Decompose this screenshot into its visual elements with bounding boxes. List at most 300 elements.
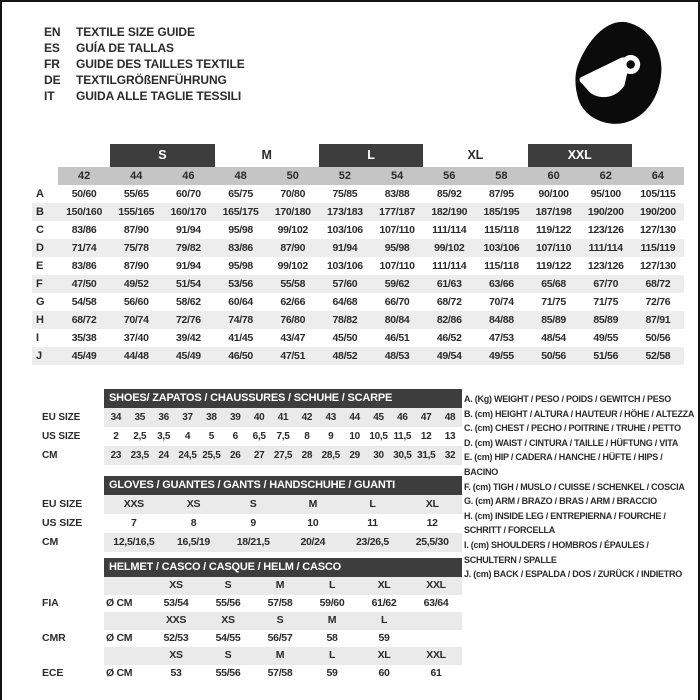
helmet-value: 61/62 <box>358 595 410 613</box>
measure-value: 119/122 <box>535 224 572 236</box>
helmet-header: HELMET / CASCO / CASQUE / HELM / CASCO <box>104 558 462 577</box>
measure-value: 49/55 <box>489 350 514 362</box>
eu-size-number: 62 <box>580 167 632 185</box>
helmet-value-row <box>42 665 462 683</box>
helmet-value: 59 <box>306 665 358 683</box>
measure-value: 72/76 <box>176 314 201 326</box>
measure-value: 61/63 <box>436 278 462 290</box>
helmet-size-label: S <box>202 577 254 595</box>
measure-value: 41/45 <box>228 332 253 344</box>
measure-value: 68/72 <box>645 278 671 290</box>
eu-size-number: 46 <box>162 167 214 185</box>
gloves-value: 23/26,5 <box>343 533 403 552</box>
helmet-size-row <box>42 577 462 595</box>
shoes-value: 48 <box>438 408 462 427</box>
gloves-value: 9 <box>250 517 256 529</box>
measure-value: 185/195 <box>483 206 520 218</box>
measure-value: 103/106 <box>483 242 520 254</box>
gloves-value: S <box>223 495 283 514</box>
row-label: EU SIZE <box>42 408 104 427</box>
shoes-value: 26 <box>223 446 247 465</box>
eu-size-number: 56 <box>423 167 475 185</box>
measure-value: 70/74 <box>489 296 514 308</box>
measure-value: 155/165 <box>118 206 155 218</box>
measure-value: 65/68 <box>541 278 566 290</box>
diameter-unit: Ø CM <box>104 595 150 613</box>
spacer-cell <box>104 647 150 665</box>
measure-value: 70/74 <box>123 314 149 326</box>
row-label: US SIZE <box>42 514 104 533</box>
measure-value: 37/40 <box>123 332 149 344</box>
measure-value: 68/72 <box>71 314 97 326</box>
measure-value: 71/75 <box>593 296 619 308</box>
measure-value: 72/76 <box>645 296 671 308</box>
measure-value: 59/62 <box>384 278 410 290</box>
helmet-size-label: L <box>358 612 410 630</box>
helmet-size-label: XXS <box>150 612 202 630</box>
helmet-size-label: L <box>306 647 358 665</box>
measure-row-label: J <box>36 350 42 362</box>
measure-value: 48/53 <box>384 350 410 362</box>
measure-value: 82/86 <box>436 314 462 326</box>
measure-value: 52/58 <box>645 350 671 362</box>
gloves-table <box>42 476 462 552</box>
measure-value: 45/50 <box>332 332 358 344</box>
helmet-value: 55/56 <box>202 665 254 683</box>
measure-value: 84/88 <box>489 314 514 326</box>
legend-item: G. (cm) ARM / BRAZO / BRAS / ARM / BRACCIO <box>464 496 657 507</box>
gloves-value: 11 <box>367 517 378 529</box>
measure-row-label: I <box>36 332 39 344</box>
shoes-value: 24 <box>152 446 176 465</box>
measure-value: 53/56 <box>228 278 253 290</box>
shoes-value: 32 <box>438 446 462 465</box>
shoes-value: 30 <box>367 446 391 465</box>
legend-item: J. (cm) BACK / ESPALDA / DOS / ZURÜCK / INDIETRO <box>464 569 683 580</box>
measure-value: 87/95 <box>489 188 514 200</box>
measure-value: 111/114 <box>432 224 467 236</box>
measure-value: 87/91 <box>645 314 671 326</box>
helmet-value: 53/54 <box>150 595 202 613</box>
size-group-label-xl: XL <box>467 148 484 162</box>
legend-item: C. (cm) CHEST / PECHO / POITRINE / TRUHE / PETTO <box>464 423 681 434</box>
shoes-value: 3,5 <box>157 431 171 442</box>
language-title: GUIDE DES TAILLES TEXTILE <box>76 57 245 71</box>
shoes-value: 11,5 <box>393 431 412 442</box>
measure-value: 71/75 <box>541 296 566 308</box>
language-title: GUIDA ALLE TAGLIE TESSILI <box>76 89 242 103</box>
measure-value: 45/49 <box>71 350 97 362</box>
language-row <box>44 72 245 88</box>
helmet-value: 58 <box>306 630 358 648</box>
measure-value: 78/82 <box>332 314 358 326</box>
measure-value: 83/86 <box>71 224 97 236</box>
shoes-value: 29 <box>343 446 367 465</box>
measure-value: 50/60 <box>71 188 97 200</box>
shoes-value: 28 <box>295 446 319 465</box>
measure-value: 105/115 <box>640 188 676 200</box>
shoes-value: 35 <box>128 408 152 427</box>
measure-value: 115/118 <box>484 224 519 236</box>
measure-value: 95/98 <box>228 260 253 272</box>
shoes-rows <box>42 408 462 465</box>
gloves-value: 10 <box>307 517 319 529</box>
measure-value: 80/84 <box>384 314 410 326</box>
shoes-value: 36 <box>152 408 176 427</box>
shoes-row <box>42 446 462 465</box>
helmet-value: 59 <box>358 630 410 648</box>
helmet-value: 56/57 <box>254 630 306 648</box>
measure-value: 127/130 <box>639 224 676 236</box>
shoes-value: 46 <box>390 408 414 427</box>
measure-value: 190/200 <box>639 206 676 218</box>
shoes-header: SHOES/ ZAPATOS / CHAUSSURES / SCHUHE / SCARPE <box>104 389 462 408</box>
measure-row-label: D <box>36 242 44 254</box>
measure-value: 119/122 <box>535 260 572 272</box>
measure-value: 49/54 <box>436 350 462 362</box>
shoes-value: 24,5 <box>176 446 200 465</box>
measure-value: 47/50 <box>71 278 97 290</box>
helmet-rows <box>42 577 462 682</box>
shoes-value: 27,5 <box>271 446 295 465</box>
shoes-value: 31,5 <box>414 446 438 465</box>
measure-value: 87/90 <box>280 242 306 254</box>
measure-value: 115/119 <box>640 242 676 254</box>
eu-size-number-row <box>32 167 684 185</box>
measure-value: 66/70 <box>384 296 410 308</box>
eu-size-number: 60 <box>528 167 580 185</box>
standard-label: ECE <box>42 665 104 683</box>
legend-item: I. (cm) SHOULDERS / HOMBROS / ÉPAULES / SCHULTERN / SPALLE <box>464 539 649 565</box>
measure-value: 83/86 <box>71 260 97 272</box>
measure-value: 103/106 <box>326 224 363 236</box>
helmet-value-row <box>42 595 462 613</box>
measure-value: 56/60 <box>123 296 149 308</box>
shoes-value: 12 <box>420 431 432 442</box>
helmet-size-label: XXL <box>410 647 462 665</box>
standard-label: FIA <box>42 595 104 613</box>
shoes-row <box>42 408 462 427</box>
row-label: US SIZE <box>42 427 104 446</box>
eu-size-number: 52 <box>319 167 371 185</box>
spacer-cell <box>104 612 150 630</box>
size-group-label-l: L <box>319 144 423 167</box>
measure-row-label: H <box>36 314 44 326</box>
language-code: ES <box>44 41 60 55</box>
measure-value: 99/102 <box>434 242 465 254</box>
eu-size-number: 64 <box>632 167 684 185</box>
measure-value: 115/118 <box>484 260 519 272</box>
measure-value: 177/187 <box>379 206 415 218</box>
language-code: DE <box>44 73 61 87</box>
measure-value: 83/86 <box>228 242 253 254</box>
measure-value: 170/180 <box>274 206 311 218</box>
shoes-value: 2 <box>113 431 119 442</box>
measure-row-label: B <box>36 206 44 218</box>
gloves-header: GLOVES / GUANTES / GANTS / HANDSCHUHE / GUANTI <box>104 476 462 495</box>
diameter-unit: Ø CM <box>104 665 150 683</box>
helmet-size-label: L <box>306 577 358 595</box>
size-group-header <box>32 144 684 167</box>
shoes-value: 40 <box>247 408 271 427</box>
row-label: EU SIZE <box>42 495 104 514</box>
helmet-size-row <box>42 612 462 630</box>
helmet-size-row <box>42 647 462 665</box>
gloves-value: L <box>343 495 403 514</box>
measure-value: 91/94 <box>176 260 201 272</box>
helmet-value: 54/55 <box>202 630 254 648</box>
shoes-value: 44 <box>343 408 367 427</box>
shoes-row <box>42 427 462 446</box>
legend-item: F. (cm) TIGH / MUSLO / CUISSE / SCHENKEL / COSCIA <box>464 481 685 492</box>
size-group-label-xxl: XXL <box>528 144 632 167</box>
measure-value: 85/92 <box>436 188 462 200</box>
helmet-value: 59/60 <box>306 595 358 613</box>
measure-value: 90/100 <box>538 188 569 200</box>
measure-value: 182/190 <box>431 206 468 218</box>
language-list <box>44 24 245 104</box>
measure-value: 87/90 <box>123 260 149 272</box>
measure-value: 91/94 <box>176 224 201 236</box>
legend-item: D. (cm) WAIST / CINTURA / TAILLE / HÜFTUNG / VITA <box>464 437 679 448</box>
legend-item: A. (Kg) WEIGHT / PESO / POIDS / GEWITCH / PESO <box>464 394 672 404</box>
measure-value: 85/89 <box>541 314 566 326</box>
gloves-value: 20/24 <box>283 533 343 552</box>
measure-row <box>32 275 684 293</box>
language-row <box>44 40 245 56</box>
helmet-size-label <box>410 612 462 630</box>
measure-value: 55/65 <box>123 188 149 200</box>
helmet-size-label: S <box>202 647 254 665</box>
measure-value: 103/106 <box>326 260 363 272</box>
shoes-value: 9 <box>328 431 334 442</box>
measure-value: 111/114 <box>588 242 623 254</box>
measure-value: 39/42 <box>176 332 201 344</box>
shoes-value: 34 <box>104 408 128 427</box>
helmet-size-label: XS <box>150 577 202 595</box>
measure-value: 95/100 <box>590 188 621 200</box>
shoes-value: 37 <box>176 408 200 427</box>
corner-cell <box>32 167 58 185</box>
measure-row <box>32 257 684 275</box>
measure-row <box>32 293 684 311</box>
language-row <box>44 56 245 72</box>
measure-value: 46/52 <box>436 332 462 344</box>
measure-value: 99/102 <box>277 260 308 272</box>
measure-value: 46/51 <box>384 332 410 344</box>
helmet-size-label: M <box>306 612 358 630</box>
gloves-rows <box>42 495 462 552</box>
helmet-size-label: XS <box>150 647 202 665</box>
measure-value: 35/38 <box>71 332 97 344</box>
gloves-value: 7 <box>131 517 137 529</box>
shoes-value: 4 <box>184 431 191 442</box>
gloves-row <box>42 514 462 533</box>
language-row <box>44 24 245 40</box>
gloves-value: XS <box>164 495 224 514</box>
gloves-value: XL <box>402 495 462 514</box>
measure-value: 45/49 <box>176 350 201 362</box>
shoes-value: 10 <box>349 431 360 442</box>
language-title: TEXTILE SIZE GUIDE <box>76 25 195 39</box>
apparel-rows <box>32 185 684 365</box>
measure-row-label: A <box>36 188 44 200</box>
helmet-value-row <box>42 630 462 648</box>
shoes-value: 27 <box>247 446 271 465</box>
language-code: FR <box>44 57 60 71</box>
shoes-value: 6,5 <box>252 431 266 442</box>
shoes-value: 39 <box>223 408 247 427</box>
measure-value: 74/78 <box>228 314 253 326</box>
shoes-value: 28,5 <box>319 446 343 465</box>
shoes-value: 2,5 <box>133 431 147 442</box>
measure-value: 54/58 <box>71 296 97 308</box>
measure-value: 190/200 <box>587 206 624 218</box>
shoes-value: 47 <box>414 408 438 427</box>
helmet-value: 63/64 <box>410 595 462 613</box>
shoes-value: 5 <box>208 431 215 442</box>
measure-row <box>32 311 684 329</box>
measure-value: 123/126 <box>587 224 624 236</box>
shoes-value: 13 <box>444 431 456 442</box>
measure-value: 60/70 <box>176 188 201 200</box>
spacer-cell <box>42 612 104 630</box>
measure-value: 160/170 <box>170 206 207 218</box>
spacer-cell <box>42 577 104 595</box>
shoes-value: 43 <box>319 408 343 427</box>
shoes-value: 6 <box>232 431 238 442</box>
measure-value: 49/55 <box>593 332 619 344</box>
measure-value: 64/68 <box>332 296 358 308</box>
measure-row-label: E <box>36 260 44 272</box>
shoes-value: 41 <box>271 408 295 427</box>
gloves-row <box>42 495 462 514</box>
helmet-value: 57/58 <box>254 595 306 613</box>
eu-size-number: 50 <box>267 167 319 185</box>
row-label: CM <box>42 446 104 465</box>
helmet-size-label: M <box>254 577 306 595</box>
eu-size-number: 48 <box>215 167 267 185</box>
measure-row <box>32 239 684 257</box>
measure-value: 83/88 <box>384 188 410 200</box>
standard-label: CMR <box>42 630 104 648</box>
measure-value: 95/98 <box>228 224 253 236</box>
helmet-size-label: XS <box>202 612 254 630</box>
language-title: TEXTILGRÖßENFÜHRUNG <box>76 73 227 87</box>
helmet-value: 55/56 <box>202 595 254 613</box>
measure-value: 48/54 <box>541 332 566 344</box>
helmet-value: 60 <box>358 665 410 683</box>
shoes-value: 30,5 <box>390 446 414 465</box>
measure-value: 165/175 <box>222 206 259 218</box>
measure-value: 47/53 <box>489 332 514 344</box>
gloves-value: XXS <box>104 495 164 514</box>
size-group-label-s: S <box>110 144 214 167</box>
measure-value: 58/62 <box>176 296 201 308</box>
measurement-legend <box>464 392 698 582</box>
gloves-value: 25,5/30 <box>402 533 462 552</box>
measure-row <box>32 203 684 221</box>
apparel-size-table <box>32 144 684 365</box>
helmet-icon <box>568 18 668 128</box>
measure-value: 55/58 <box>280 278 306 290</box>
measure-value: 107/110 <box>379 224 415 236</box>
helmet-table <box>42 558 462 682</box>
legend-item: H. (cm) INSIDE LEG / ENTREPIERNA / FOURCHE / SCHRITT / FORCELLA <box>464 510 666 536</box>
shoes-value: 8 <box>304 431 310 442</box>
measure-value: 57/60 <box>332 278 358 290</box>
measure-value: 60/64 <box>228 296 253 308</box>
legend-item: B. (cm) HEIGHT / ALTURA / HAUTEUR / HÖHE / ALTEZZA <box>464 408 695 419</box>
measure-value: 79/82 <box>176 242 201 254</box>
measure-value: 75/85 <box>332 188 358 200</box>
measure-value: 50/56 <box>541 350 566 362</box>
gloves-value: M <box>283 495 343 514</box>
measure-value: 95/98 <box>384 242 410 254</box>
eu-size-number: 42 <box>58 167 110 185</box>
helmet-value: 52/53 <box>150 630 202 648</box>
measure-value: 63/66 <box>489 278 514 290</box>
measure-row-label: G <box>36 296 45 308</box>
measure-value: 68/72 <box>436 296 462 308</box>
size-group-label-m: M <box>261 148 272 162</box>
measure-row <box>32 185 684 203</box>
measure-value: 187/198 <box>535 206 572 218</box>
measure-value: 150/160 <box>66 206 102 218</box>
helmet-size-label: M <box>254 647 306 665</box>
gloves-value: 18/21,5 <box>223 533 283 552</box>
measure-value: 173/183 <box>326 206 363 218</box>
measure-value: 71/74 <box>71 242 97 254</box>
helmet-icon-svg <box>568 18 668 128</box>
measure-value: 50/56 <box>645 332 671 344</box>
measure-value: 48/52 <box>332 350 358 362</box>
language-code: IT <box>44 89 55 103</box>
shoes-value: 10,5 <box>369 431 388 442</box>
shoes-value: 45 <box>367 408 391 427</box>
gloves-value: 16,5/19 <box>164 533 224 552</box>
helmet-size-label: XL <box>358 647 410 665</box>
measure-row <box>32 329 684 347</box>
legend-item: E. (cm) HIP / CADERA / HANCHE / HÜFTE / HIPS / BACINO <box>464 452 663 477</box>
measure-row-label: C <box>36 224 44 236</box>
shoes-value: 38 <box>199 408 223 427</box>
gloves-value: 12 <box>426 517 438 529</box>
shoes-value: 7,5 <box>276 431 290 442</box>
row-label: CM <box>42 533 104 552</box>
measure-value: 111/114 <box>432 260 467 272</box>
measure-value: 47/51 <box>280 350 306 362</box>
eu-size-number: 44 <box>110 167 162 185</box>
measure-value: 91/94 <box>332 242 358 254</box>
measure-value: 123/126 <box>587 260 624 272</box>
measure-value: 107/110 <box>379 260 415 272</box>
measure-value: 51/56 <box>593 350 619 362</box>
shoes-value: 42 <box>295 408 319 427</box>
helmet-value: 53 <box>150 665 202 683</box>
measure-value: 75/78 <box>123 242 149 254</box>
shoes-value: 23,5 <box>128 446 152 465</box>
spacer-cell <box>42 647 104 665</box>
eu-size-number: 58 <box>475 167 527 185</box>
measure-value: 43/47 <box>280 332 306 344</box>
eu-size-number: 54 <box>371 167 423 185</box>
gloves-value: 12,5/16,5 <box>104 533 164 552</box>
language-row <box>44 88 245 104</box>
measure-value: 49/52 <box>123 278 149 290</box>
helmet-size-label: XL <box>358 577 410 595</box>
shoes-table <box>42 389 462 465</box>
